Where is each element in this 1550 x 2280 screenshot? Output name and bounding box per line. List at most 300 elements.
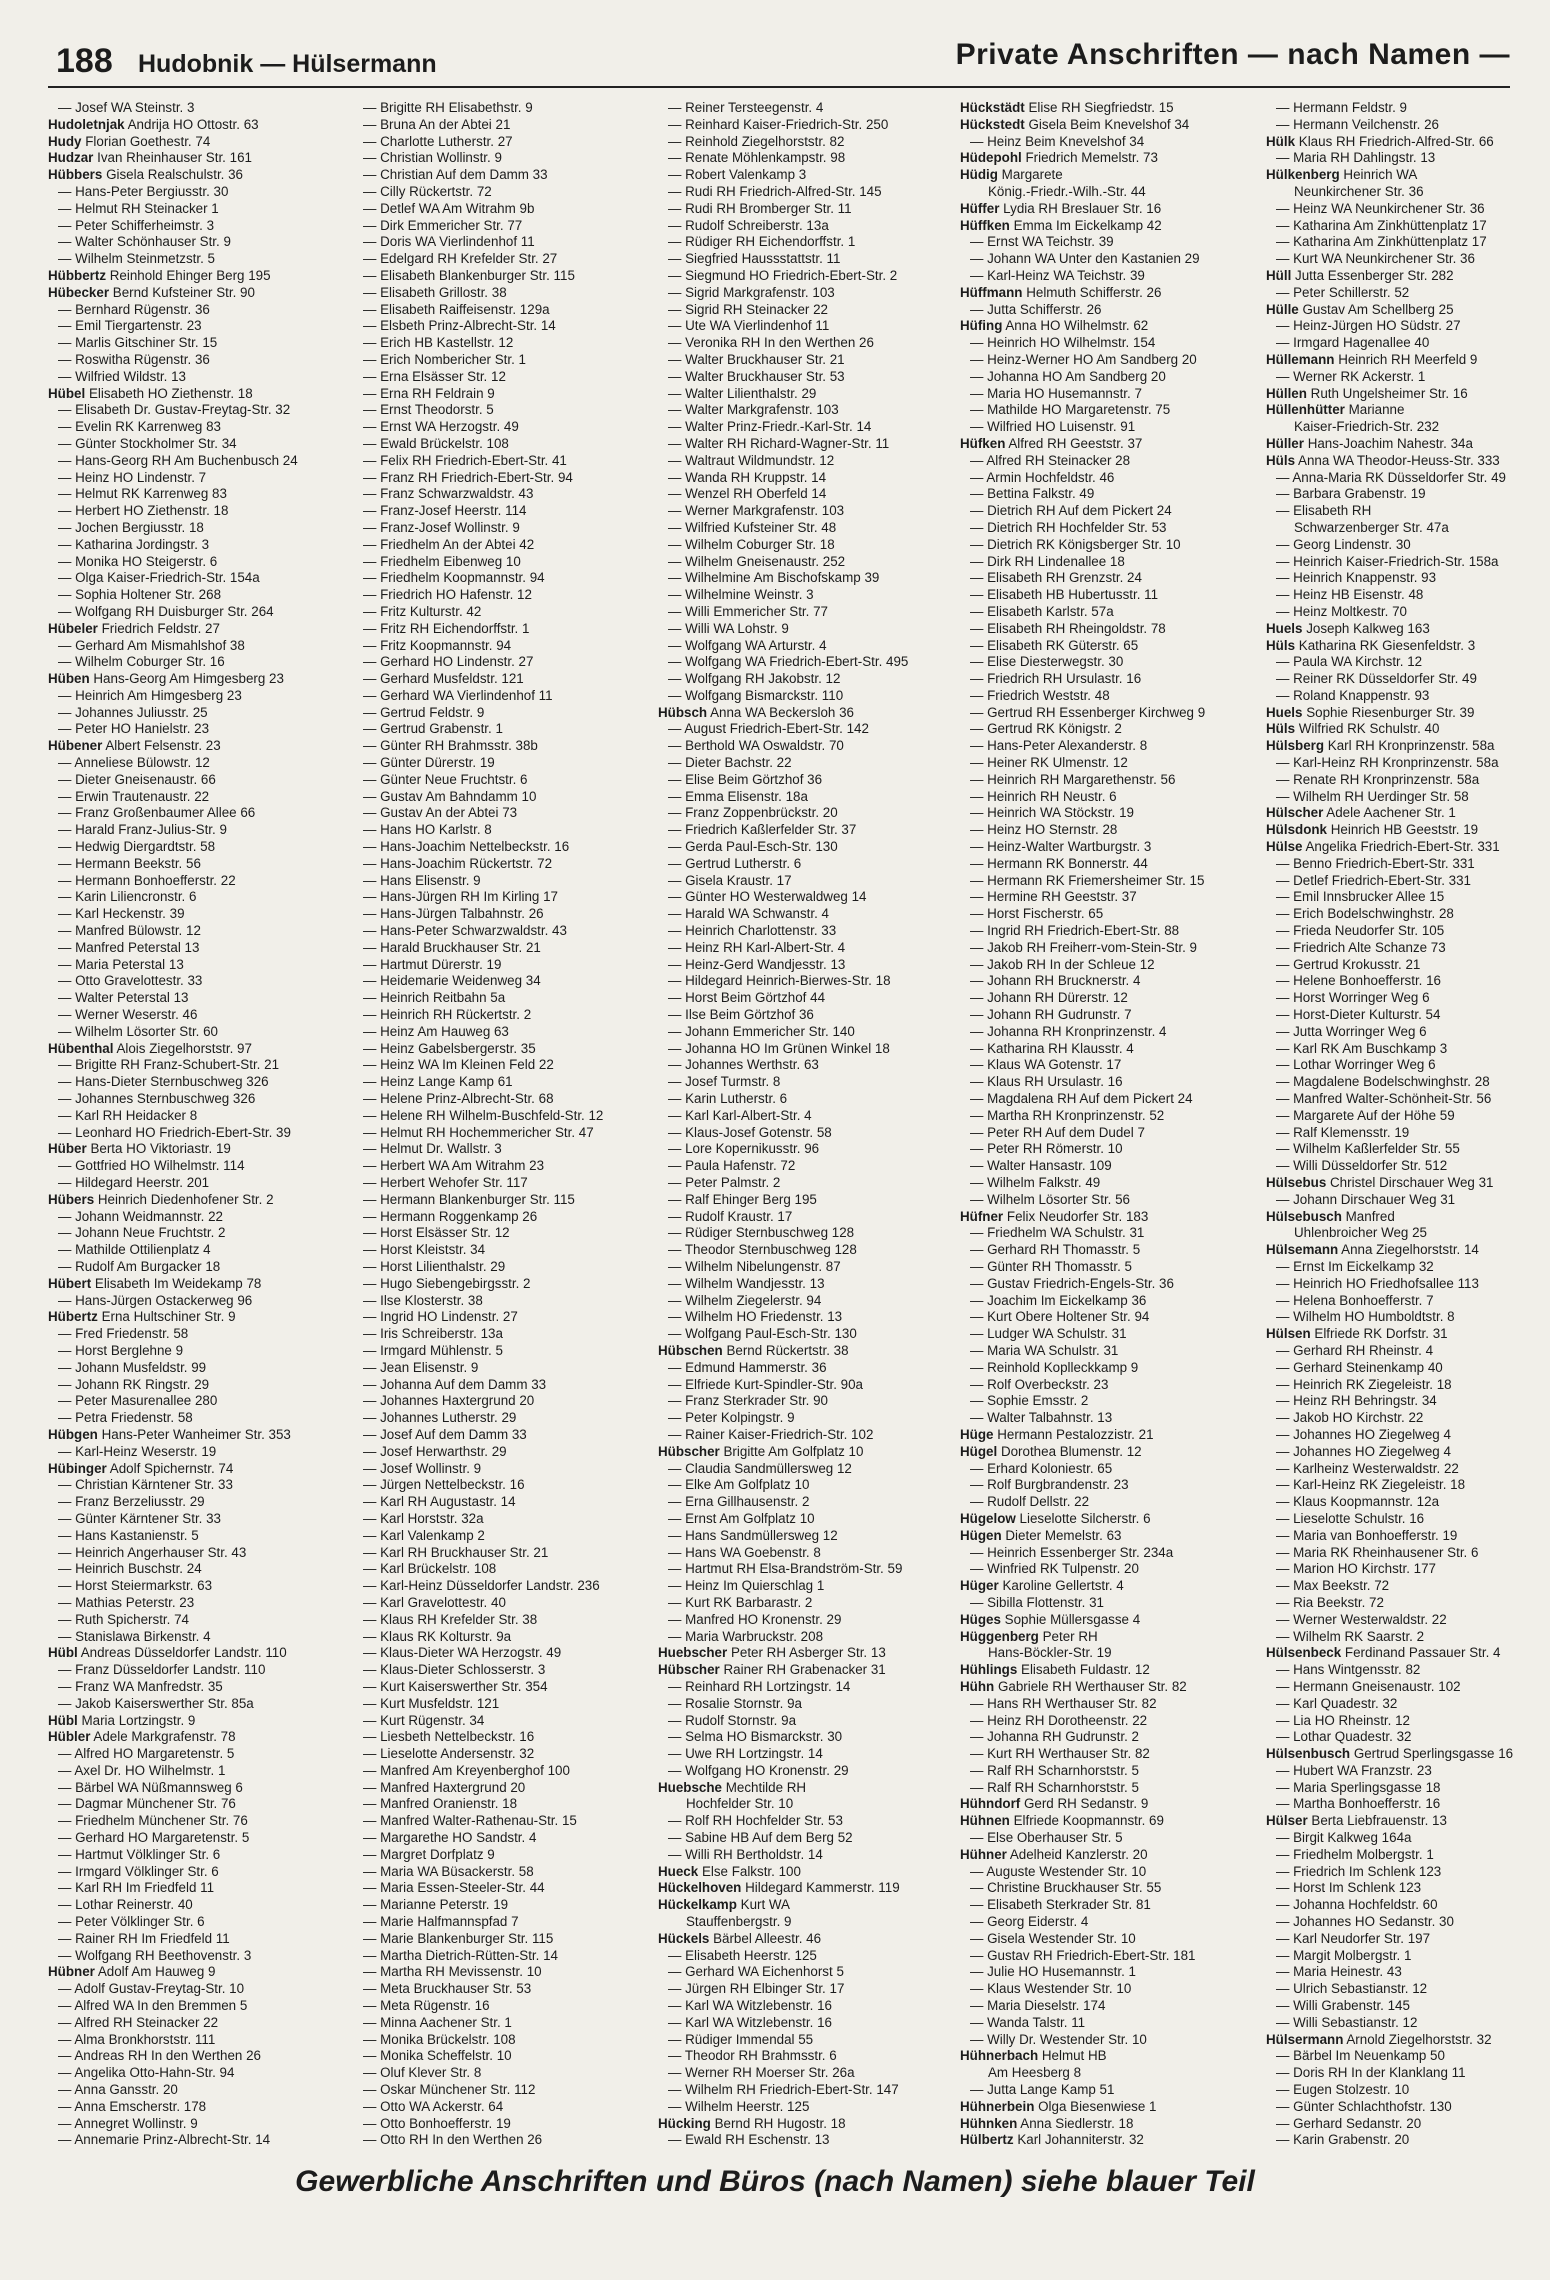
entry-text: — Heinrich RH Rückertstr. 2 <box>363 1007 532 1023</box>
entry-text: — Monika Brückelstr. 108 <box>363 2031 516 2047</box>
entry-text: — Werner RK Ackerstr. 1 <box>1276 368 1426 384</box>
directory-entry <box>353 1309 638 1326</box>
directory-entry <box>48 1461 333 1478</box>
entry-text: — Heinrich RK Ziegeleistr. 18 <box>1276 1376 1452 1392</box>
directory-entry <box>960 1998 1245 2015</box>
directory-entry <box>960 873 1245 890</box>
entry-text: — Dirk RH Lindenallee 18 <box>970 553 1125 569</box>
entry-text: — Armin Hochfeldstr. 46 <box>970 469 1115 485</box>
directory-entry <box>1266 1528 1550 1545</box>
entry-text: — Jakob Kaiserswerther Str. 85a <box>58 1695 254 1711</box>
directory-entry <box>48 436 333 453</box>
directory-entry <box>960 1326 1245 1343</box>
directory-entry <box>48 268 333 285</box>
entry-text: — Sigrid Markgrafenstr. 103 <box>668 284 835 300</box>
entry-text: — Horst Berglehne 9 <box>58 1342 184 1358</box>
surname: Hülbertz <box>960 2132 1014 2148</box>
surname: Hüger <box>960 1578 999 1594</box>
entry-text: — Wilfried Wildstr. 13 <box>58 368 186 384</box>
directory-entry <box>1266 1880 1550 1897</box>
directory-entry <box>960 1141 1245 1158</box>
entry-text: — Else Oberhauser Str. 5 <box>970 1830 1123 1846</box>
entry-text: — Christian Kärntener Str. 33 <box>58 1477 233 1493</box>
directory-entry <box>1266 621 1550 638</box>
entry-text: — Elisabeth Blankenburger Str. 115 <box>363 267 575 283</box>
entry-text: — Gerhard RH Rheinstr. 4 <box>1276 1342 1434 1358</box>
entry-text: — Manfred HO Kronenstr. 29 <box>668 1611 842 1627</box>
directory-entry <box>1266 1948 1550 1965</box>
directory-entry <box>353 1561 638 1578</box>
entry-text: — Gustav RH Friedrich-Ebert-Str. 181 <box>970 1947 1196 1963</box>
entry-text: — Maria RK Rheinhausener Str. 6 <box>1276 1544 1479 1560</box>
directory-entry <box>960 1444 1245 1461</box>
entry-text: — Karl Horststr. 32a <box>363 1510 484 1526</box>
directory-entry <box>1266 721 1550 738</box>
entry-text: — Elisabeth RK Güterstr. 65 <box>970 637 1139 653</box>
directory-entry <box>48 554 333 571</box>
directory-entry <box>1266 1108 1550 1125</box>
entry-text: — Reinhard Kaiser-Friedrich-Str. 250 <box>668 116 889 132</box>
entry-text: — Johannes Sternbuschweg 326 <box>58 1091 256 1107</box>
directory-entry <box>658 755 943 772</box>
entry-text: — Fritz Kulturstr. 42 <box>363 603 482 619</box>
entry-text: — Hildegard Heerstr. 201 <box>58 1175 210 1190</box>
entry-text: — Wilhelm Lösorter Str. 56 <box>970 1191 1130 1207</box>
entry-text: Adelheid Kanzlerstr. 20 <box>1009 1846 1148 1862</box>
directory-entry <box>960 1511 1245 1528</box>
entry-text: — Karl RH Augustastr. 14 <box>363 1494 516 1510</box>
entry-text: — Kurt WA Neunkirchener Str. 36 <box>1276 251 1475 267</box>
directory-entry <box>48 1192 333 1209</box>
directory-entry <box>658 973 943 990</box>
entry-text: — Wilhelm HO Friedenstr. 13 <box>668 1309 843 1325</box>
entry-text: — Oskar Münchener Str. 112 <box>363 2082 536 2098</box>
entry-text: — Rudolf Am Burgacker 18 <box>58 1258 221 1274</box>
surname: Hühn <box>960 1678 995 1694</box>
entry-text: — Manfred Peterstal 13 <box>58 939 200 955</box>
entry-text: — Maria Heinestr. 43 <box>1276 1964 1402 1980</box>
directory-entry <box>48 1998 333 2015</box>
directory-entry <box>658 906 943 923</box>
directory-entry <box>1266 2015 1550 2032</box>
directory-entry <box>1266 1309 1550 1326</box>
directory-entry <box>48 1595 333 1612</box>
entry-text: — Friedhelm Molbergstr. 1 <box>1276 1846 1434 1862</box>
entry-text: — Hermann Bonhoefferstr. 22 <box>58 872 236 888</box>
directory-entry <box>658 1477 943 1494</box>
directory-entry <box>48 1007 333 1024</box>
directory-entry <box>353 318 638 335</box>
directory-entry <box>960 957 1245 974</box>
directory-entry <box>658 789 943 806</box>
directory-entry <box>48 1393 333 1410</box>
directory-entry <box>48 889 333 906</box>
entry-text: — Franz Berzeliusstr. 29 <box>58 1494 205 1510</box>
entry-text: — Heinrich Buschstr. 24 <box>58 1561 202 1577</box>
directory-entry <box>48 570 333 587</box>
entry-text: — Maria van Bonhoefferstr. 19 <box>1276 1527 1458 1543</box>
entry-text: Gertrud Sperlingsgasse 16 <box>1353 1746 1514 1762</box>
entry-text: — Willi RH Bertholdstr. 14 <box>668 1846 823 1862</box>
entry-text: — Marie Blankenburger Str. 115 <box>363 1930 554 1946</box>
directory-entry <box>353 990 638 1007</box>
entry-text: — Rudolf Stornstr. 9a <box>668 1712 797 1728</box>
directory-entry <box>960 940 1245 957</box>
entry-text: — Hermann Roggenkamp 26 <box>363 1208 538 1224</box>
entry-text: — Alma Bronkhorststr. 111 <box>58 2031 216 2047</box>
surname: Hudy <box>48 133 82 149</box>
entry-text <box>970 2149 1114 2150</box>
directory-entry <box>1266 453 1550 470</box>
directory-entry <box>48 906 333 923</box>
directory-column-4 <box>960 100 1245 2150</box>
directory-entry <box>48 587 333 604</box>
entry-text: — Hans-Jürgen Ostackerweg 96 <box>58 1292 253 1308</box>
entry-text: — Evelin RK Karrenweg 83 <box>58 419 221 435</box>
directory-columns <box>48 100 1513 2150</box>
directory-entry <box>658 839 943 856</box>
directory-entry <box>353 1981 638 1998</box>
directory-entry <box>48 167 333 184</box>
entry-text: — Heinrich Angerhauser Str. 43 <box>58 1544 247 1560</box>
directory-entry <box>658 100 943 117</box>
directory-entry <box>48 1410 333 1427</box>
directory-entry <box>1266 1175 1550 1192</box>
directory-entry <box>48 1847 333 1864</box>
entry-text: — Berthold WA Oswaldstr. 70 <box>668 738 844 754</box>
directory-entry <box>1266 386 1550 403</box>
directory-entry <box>353 1830 638 1847</box>
entry-text: — Bruna An der Abtei 21 <box>363 116 511 132</box>
entry-text: — Detlef Friedrich-Ebert-Str. 331 <box>1276 872 1471 888</box>
entry-text: — Katharina Am Zinkhüttenplatz 17 <box>1276 234 1487 250</box>
entry-text: — Friedrich HO Hafenstr. 12 <box>363 587 532 603</box>
entry-text: — Martha Bonhoefferstr. 16 <box>1276 1796 1441 1812</box>
entry-text: Margarete <box>1001 167 1063 183</box>
entry-text: — Alfred HO Margaretenstr. 5 <box>58 1746 235 1762</box>
directory-entry <box>1266 218 1550 235</box>
entry-text: — Elfriede Kurt-Spindler-Str. 90a <box>668 1376 863 1392</box>
directory-entry <box>658 1528 943 1545</box>
directory-entry <box>1266 889 1550 906</box>
directory-entry <box>960 436 1245 453</box>
entry-text: — Hans-Peter Bergiusstr. 30 <box>58 183 229 199</box>
directory-entry <box>353 436 638 453</box>
directory-entry <box>658 738 943 755</box>
directory-column-3 <box>658 100 943 2150</box>
entry-text: — Elisabeth Raiffeisenstr. 129a <box>363 301 550 317</box>
entry-text: — Hugo Siebengebirgsstr. 2 <box>363 1275 531 1291</box>
directory-entry <box>960 839 1245 856</box>
surname: Hühnerbein <box>960 2098 1035 2114</box>
entry-text: — Heinz RH Behringstr. 34 <box>1276 1393 1437 1409</box>
entry-text: — Gerda Paul-Esch-Str. 130 <box>668 839 838 855</box>
entry-text: — Magdalene Bodelschwinghstr. 28 <box>1276 1074 1490 1090</box>
directory-entry <box>960 453 1245 470</box>
entry-text: — Doris WA Vierlindenhof 11 <box>363 234 535 250</box>
surname: Hückels <box>658 1930 710 1946</box>
surname: Hühnen <box>960 1813 1010 1829</box>
entry-text: — Heinrich HO Friedhofsallee 113 <box>1276 1275 1479 1291</box>
directory-entry <box>353 1494 638 1511</box>
entry-text: Erna Hultschiner Str. 9 <box>101 1309 236 1325</box>
directory-entry <box>353 134 638 151</box>
directory-entry <box>1266 2116 1550 2133</box>
entry-text: Hermann Pestalozzistr. 21 <box>997 1426 1154 1442</box>
directory-entry <box>658 1595 943 1612</box>
entry-text: Bärbel Alleestr. 46 <box>713 1930 822 1946</box>
entry-text: — Heinrich Essenberger Str. 234a <box>970 1544 1174 1560</box>
directory-entry <box>960 402 1245 419</box>
entry-text: — Karl Quadestr. 32 <box>1276 1695 1398 1711</box>
entry-text: — Heidemarie Weidenweg 34 <box>363 973 541 989</box>
directory-entry <box>48 1662 333 1679</box>
directory-entry <box>658 1998 943 2015</box>
entry-text: — Ralf Klemensstr. 19 <box>1276 1124 1410 1140</box>
directory-entry <box>1266 1024 1550 1041</box>
entry-text: — Hermann Beekstr. 56 <box>58 855 201 871</box>
directory-entry <box>658 1141 943 1158</box>
entry-text: — Gustav Am Bahndamm 10 <box>363 788 537 804</box>
entry-text: Peter RH Asberger Str. 13 <box>730 1645 886 1661</box>
directory-entry <box>658 1948 943 1965</box>
entry-text: — Jutta Schifferstr. 26 <box>970 301 1102 317</box>
directory-entry <box>353 1461 638 1478</box>
entry-text: — Hans-Joachim Nettelbeckstr. 16 <box>363 839 570 855</box>
entry-text: — Hermann RK Friemersheimer Str. 15 <box>970 872 1205 888</box>
directory-entry <box>1266 570 1550 587</box>
entry-text: — Marlis Gitschiner Str. 15 <box>58 335 218 351</box>
surname: Hübscher <box>658 1443 720 1459</box>
directory-entry <box>960 1293 1245 1310</box>
entry-text: — Wilhelm Falkstr. 49 <box>970 1175 1101 1190</box>
directory-entry <box>1266 1662 1550 1679</box>
entry-text: — Reinhold Koplleckkamp 9 <box>970 1359 1139 1375</box>
directory-entry <box>48 1880 333 1897</box>
directory-entry <box>1266 1326 1550 1343</box>
directory-entry <box>353 1091 638 1108</box>
directory-entry <box>353 486 638 503</box>
entry-text: — Mathias Peterstr. 23 <box>58 1594 195 1610</box>
directory-entry <box>48 1830 333 1847</box>
entry-text: — Willi Sebastianstr. 12 <box>1276 2014 1418 2030</box>
directory-entry <box>353 2015 638 2032</box>
directory-entry <box>1266 1981 1550 1998</box>
directory-entry <box>1266 973 1550 990</box>
entry-text: — Gisela Kraustr. 17 <box>668 872 792 888</box>
directory-entry <box>353 453 638 470</box>
directory-entry <box>960 150 1245 167</box>
entry-text: — Friedhelm Koopmannstr. 94 <box>363 570 545 586</box>
directory-entry <box>48 302 333 319</box>
directory-entry <box>353 302 638 319</box>
entry-text: — Veronika RH In den Werthen 26 <box>668 335 874 351</box>
directory-entry <box>1266 1141 1550 1158</box>
surname: Hülsebus <box>1266 1175 1327 1190</box>
entry-text: — Stanislawa Birkenstr. 4 <box>58 1628 211 1644</box>
entry-text: — Sigrid RH Steinacker 22 <box>668 301 829 317</box>
entry-text: — Horst Im Schlenk 123 <box>1276 1880 1422 1896</box>
directory-entry <box>960 419 1245 436</box>
entry-text: — Johanna RH Kronprinzenstr. 4 <box>970 1023 1167 1039</box>
directory-entry <box>960 889 1245 906</box>
directory-entry <box>353 167 638 184</box>
entry-text: — Ernst Theodorstr. 5 <box>363 402 494 418</box>
directory-column-2 <box>353 100 638 2150</box>
entry-text <box>1276 2149 1469 2150</box>
entry-text: — Gerhard Sedanstr. 20 <box>1276 2115 1422 2131</box>
entry-text: — Gisela Westender Str. 10 <box>970 1930 1136 1946</box>
directory-entry <box>48 1948 333 1965</box>
directory-entry <box>658 587 943 604</box>
directory-entry <box>353 940 638 957</box>
entry-text: — Johannes Werthstr. 63 <box>668 1057 819 1073</box>
directory-entry <box>658 1931 943 1948</box>
entry-text: — Johann WA Unter den Kastanien 29 <box>970 251 1200 267</box>
directory-entry <box>960 1796 1245 1813</box>
entry-text: — Friedhelm Eibenweg 10 <box>363 553 521 569</box>
entry-text: — Karl WA Witzlebenstr. 16 <box>668 1998 832 2014</box>
directory-entry <box>353 251 638 268</box>
directory-entry <box>960 1914 1245 1931</box>
directory-entry <box>48 1780 333 1797</box>
entry-text: — Hans-Jürgen Talbahnstr. 26 <box>363 906 544 922</box>
directory-entry <box>1266 1293 1550 1310</box>
entry-text: — Hermann Gneisenaustr. 102 <box>1276 1678 1461 1694</box>
surname: Hüdepohl <box>960 150 1022 166</box>
entry-text: — Wenzel RH Oberfeld 14 <box>668 486 827 502</box>
entry-text: Helmuth Schifferstr. 26 <box>1026 284 1162 300</box>
entry-text: Stauffenbergstr. 9 <box>686 1914 792 1930</box>
entry-text: Manfred <box>1345 1208 1395 1224</box>
surname: Hübel <box>48 385 86 401</box>
entry-text: — Horst Beim Görtzhof 44 <box>668 990 826 1006</box>
entry-text: Karoline Gellertstr. 4 <box>1002 1578 1124 1594</box>
directory-entry <box>1266 1192 1550 1209</box>
entry-text: — Heinz-Jürgen HO Südstr. 27 <box>1276 318 1461 334</box>
directory-entry <box>1266 1125 1550 1142</box>
directory-entry <box>353 638 638 655</box>
entry-text: — Elisabeth Dr. Gustav-Freytag-Str. 32 <box>58 402 291 418</box>
directory-entry <box>658 1108 943 1125</box>
directory-entry <box>48 1964 333 1981</box>
entry-text: — Wolfgang WA Arturstr. 4 <box>668 637 827 653</box>
directory-entry <box>960 1074 1245 1091</box>
directory-entry <box>658 856 943 873</box>
entry-text: — Horst Kleiststr. 34 <box>363 1242 486 1258</box>
entry-text: — Paula WA Kirchstr. 12 <box>1276 654 1423 670</box>
directory-entry <box>658 1645 943 1662</box>
directory-entry <box>353 1662 638 1679</box>
entry-text: — Ralf RH Scharnhorststr. 5 <box>970 1779 1139 1795</box>
directory-entry <box>658 772 943 789</box>
directory-entry <box>48 1931 333 1948</box>
entry-text: — Gertrud Feldstr. 9 <box>363 704 485 720</box>
directory-entry <box>48 386 333 403</box>
directory-entry <box>353 285 638 302</box>
surname: Hügelow <box>960 1510 1016 1526</box>
entry-text: — Walter Bruckhauser Str. 21 <box>668 351 845 367</box>
entry-text: — Petra Friedenstr. 58 <box>58 1410 193 1426</box>
directory-entry <box>960 1813 1245 1830</box>
entry-text: — Johann RH Gudrunstr. 7 <box>970 1007 1132 1023</box>
directory-entry <box>48 1981 333 1998</box>
entry-text: — Johann Weidmannstr. 22 <box>58 1208 223 1224</box>
directory-entry <box>658 671 943 688</box>
directory-entry <box>658 1057 943 1074</box>
entry-text: — Wilhelm RK Saarstr. 2 <box>1276 1628 1425 1644</box>
entry-text: — Günter Neue Fruchtstr. 6 <box>363 771 528 787</box>
entry-text: — Christine Bruckhauser Str. 55 <box>970 1880 1162 1896</box>
directory-entry <box>960 671 1245 688</box>
directory-entry <box>960 688 1245 705</box>
entry-text: — Marie Halfmannspfad 7 <box>363 1914 519 1930</box>
directory-entry <box>1266 167 1550 184</box>
surname: Hübinger <box>48 1460 107 1476</box>
entry-text: — Claudia Sandmüllersweg 12 <box>668 1460 852 1476</box>
directory-entry <box>1266 1041 1550 1058</box>
entry-text: — Josef WA Steinstr. 3 <box>58 100 195 115</box>
directory-entry <box>1266 1561 1550 1578</box>
directory-entry <box>1266 1091 1550 1108</box>
entry-text: — Johannes Haxtergrund 20 <box>363 1393 535 1409</box>
entry-text: — Günter Dürerstr. 19 <box>363 755 495 771</box>
entry-text: — Fritz RH Eichendorffstr. 1 <box>363 620 530 636</box>
entry-text: — Friedhelm Münchener Str. 76 <box>58 1813 248 1829</box>
entry-text: — Meta Bruckhauser Str. 53 <box>363 1981 532 1997</box>
directory-entry <box>960 1578 1245 1595</box>
directory-entry <box>1266 1696 1550 1713</box>
directory-entry <box>960 570 1245 587</box>
entry-text: — Hans-Peter Alexanderstr. 8 <box>970 738 1148 754</box>
directory-entry <box>48 1914 333 1931</box>
directory-entry <box>658 1343 943 1360</box>
entry-text: — Rudolf Schreiberstr. 13a <box>668 217 829 233</box>
directory-entry <box>48 318 333 335</box>
entry-text: — Heinz WA Im Kleinen Feld 22 <box>363 1057 554 1073</box>
directory-entry <box>1266 1461 1550 1478</box>
directory-entry <box>353 772 638 789</box>
entry-text: — Reinhard RH Lortzingstr. 14 <box>668 1678 851 1694</box>
directory-entry <box>960 1696 1245 1713</box>
entry-text: — Benno Friedrich-Ebert-Str. 331 <box>1276 855 1475 871</box>
entry-text: Hans-Joachim Nahestr. 34a <box>1307 435 1473 451</box>
directory-entry <box>658 1393 943 1410</box>
directory-entry <box>353 1964 638 1981</box>
entry-text: — Horst Steiermarkstr. 63 <box>58 1578 213 1594</box>
directory-entry <box>658 1796 943 1813</box>
entry-text: Elisabeth HO Ziethenstr. 18 <box>88 385 253 401</box>
entry-text: — Johannes Juliusstr. 25 <box>58 704 208 720</box>
entry-text: — Walter Markgrafenstr. 103 <box>668 402 839 418</box>
entry-text: — Gertrud RK Königstr. 2 <box>970 721 1122 737</box>
directory-entry <box>658 520 943 537</box>
entry-text: — Edmund Hammerstr. 36 <box>668 1359 827 1375</box>
directory-entry <box>353 1225 638 1242</box>
directory-entry <box>960 386 1245 403</box>
entry-text: — Heinrich Am Himgesberg 23 <box>58 687 242 703</box>
surname: Hüllenhütter <box>1266 402 1345 418</box>
entry-text: — Johannes HO Ziegelweg 4 <box>1276 1426 1451 1442</box>
directory-entry <box>960 654 1245 671</box>
directory-entry <box>1266 604 1550 621</box>
entry-text: — Johannes HO Sedanstr. 30 <box>1276 1914 1454 1930</box>
directory-entry <box>48 1125 333 1142</box>
directory-entry <box>353 2116 638 2133</box>
entry-text: — Charlotte Lutherstr. 27 <box>363 133 513 149</box>
entry-text: Adolf Spichernstr. 74 <box>109 1460 234 1476</box>
directory-entry <box>353 2065 638 2082</box>
